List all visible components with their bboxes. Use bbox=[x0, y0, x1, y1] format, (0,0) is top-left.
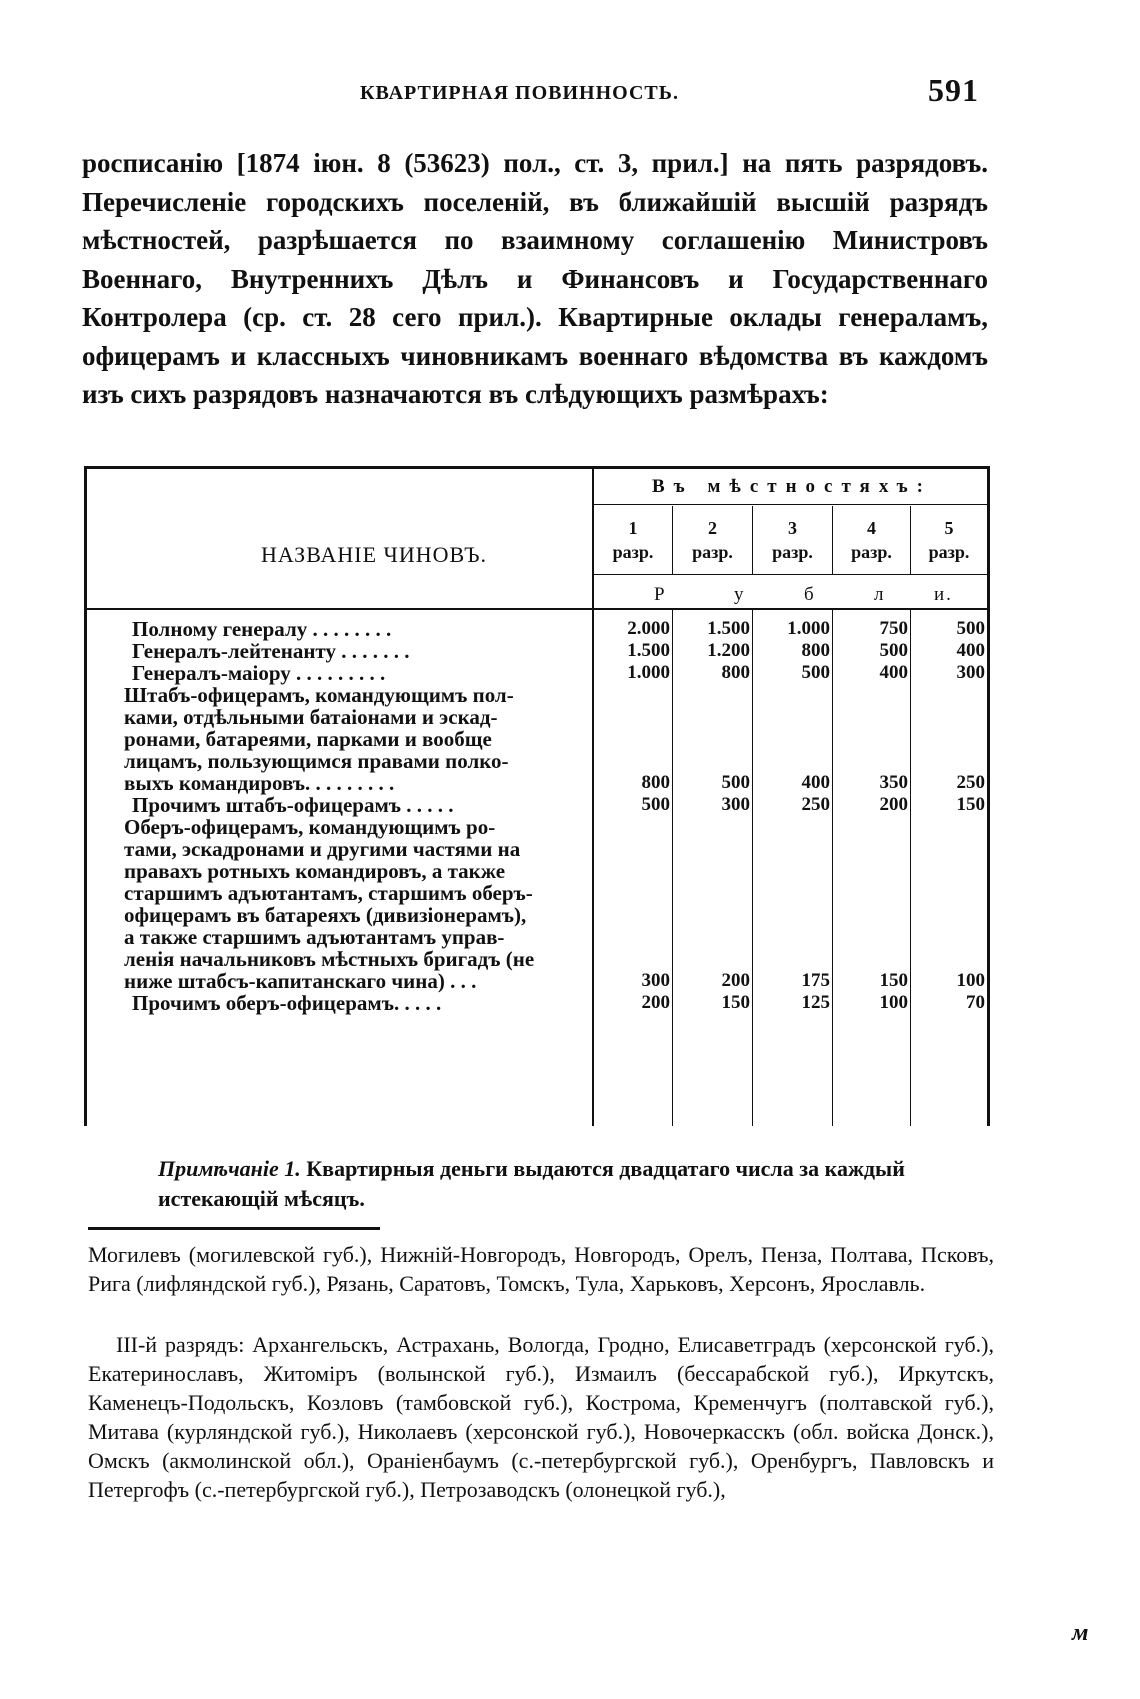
name-column-header: НАЗВАНІЕ ЧИНОВЪ. bbox=[260, 542, 488, 567]
rate-cell: 1.000 bbox=[627, 662, 670, 683]
rate-cell: 500 bbox=[721, 772, 750, 793]
header-rule-2 bbox=[594, 574, 990, 575]
footnote-paragraph-1: Могилевъ (могилевской губ.), Нижній-Новгородъ, Новгородъ, Орелъ, Пенза, Полтава, Псковъ, Рига (лифляндской губ.), Рязань, Саратовъ, Томскъ, Тула, Харьковъ, Херсонъ, Ярославль. bbox=[88, 1242, 994, 1296]
header-bottom-rule bbox=[84, 608, 990, 610]
rate-cell: 125 bbox=[801, 992, 830, 1013]
rate-cell: 200 bbox=[641, 992, 670, 1013]
currency-letter: у bbox=[734, 584, 746, 605]
footnote-paragraph-2: III-й разрядъ: Архангельскъ, Астрахань, Вологда, Гродно, Елисаветградъ (херсонской губ.), Екатеринославъ, Житоміръ (волынской губ.), Измаилъ (бессарабской губ.), Иркутскъ, Каменецъ-Подольскъ, Козловъ (тамбовской губ.), Кострома, Кременчугъ (полтавской губ.), Митава (курляндской губ.), Николаевъ (херсонской губ.), Новочеркасскъ (обл. войска Донск.), Омскъ (акмолинской обл.), Ораніенбаумъ (с.-петербургской губ.), Оренбургъ, Павловскъ и Петергофъ (с.-петербургской губ.), Петрозаводскъ (олонецкой губ.), bbox=[88, 1332, 994, 1502]
col-rule-4 bbox=[910, 610, 911, 1126]
column-header-1: 1 разр. bbox=[612, 518, 654, 562]
rate-cell: 1.500 bbox=[707, 618, 750, 639]
currency-letter: б bbox=[804, 584, 816, 605]
col-rule-1 bbox=[672, 610, 673, 1126]
running-title: КВАРТИРНАЯ ПОВИННОСТЬ. bbox=[360, 82, 679, 104]
rate-cell: 200 bbox=[879, 794, 908, 815]
row-label-line: Оберъ-офицерамъ, командующимъ ро- bbox=[124, 815, 496, 839]
note-label: Примѣчаніе 1. bbox=[158, 1156, 301, 1181]
rate-cell: 70 bbox=[966, 992, 985, 1013]
rate-cell: 150 bbox=[879, 970, 908, 991]
row-label-line: правахъ ротныхъ командировъ, а также bbox=[124, 859, 506, 883]
table-left-rule bbox=[84, 466, 87, 1126]
table-top-rule bbox=[84, 466, 990, 469]
rate-cell: 175 bbox=[801, 970, 830, 991]
col-rule-3 bbox=[832, 610, 833, 1126]
currency-letter: и. bbox=[934, 584, 953, 605]
column-header-5: 5 разр. bbox=[928, 518, 970, 562]
column-header-2: 2 разр. bbox=[692, 518, 733, 562]
rate-cell: 750 bbox=[879, 618, 908, 639]
rate-cell: 800 bbox=[641, 772, 670, 793]
quarters-allowance-table bbox=[84, 466, 990, 1126]
table-right-rule bbox=[987, 466, 990, 1126]
row-label-line: выхъ командировъ. . . . . . . . . bbox=[124, 771, 395, 795]
row-label-line: ниже штабсъ-капитанскаго чина) . . . bbox=[124, 969, 477, 993]
rate-cell: 1.500 bbox=[627, 640, 670, 661]
rate-cell: 300 bbox=[956, 662, 985, 683]
row-label-line: ленія начальниковъ мѣстныхъ бригадъ (не bbox=[124, 947, 535, 971]
rate-cell: 800 bbox=[721, 662, 750, 683]
rate-cell: 1.000 bbox=[787, 618, 830, 639]
row-label-line: Генералъ-маіору . . . . . . . . . bbox=[132, 661, 386, 685]
row-label-line: ками, отдѣльными батаіонами и эскад- bbox=[124, 705, 498, 729]
row-label-line: тами, эскадронами и другими частями на bbox=[124, 837, 521, 861]
rate-cell: 500 bbox=[956, 618, 985, 639]
places-header: Въ мѣстностяхъ: bbox=[651, 476, 933, 497]
rate-cell: 400 bbox=[879, 662, 908, 683]
rate-cell: 400 bbox=[801, 772, 830, 793]
row-label-line: Прочимъ оберъ-офицерамъ. . . . . bbox=[132, 991, 442, 1015]
col-rule-2 bbox=[752, 610, 753, 1126]
column-header-3: 3 разр. bbox=[772, 518, 813, 562]
rate-cell: 500 bbox=[641, 794, 670, 815]
note-text: Квартирныя деньги выдаются двадцатаго числа за каждый истекающій мѣсяцъ. bbox=[158, 1156, 905, 1211]
rate-cell: 250 bbox=[956, 772, 985, 793]
row-label-line: офицерамъ въ батареяхъ (дивизіонерамъ), bbox=[124, 903, 527, 927]
column-header-4: 4 разр. bbox=[851, 518, 892, 562]
row-label-line: старшимъ адъютантамъ, старшимъ оберъ- bbox=[124, 881, 533, 905]
body-paragraph: росписанію [1874 іюн. 8 (53623) пол., ст. 3, прил.] на пять разрядовъ. Перечисленіе городскихъ поселеній, въ ближайшій высшій разрядъ мѣстностей, разрѣшается по взаимному соглашенію Министровъ Военнаго, Внутреннихъ Дѣлъ и Финансовъ и Государственнаго Контролера (ср. ст. 28 сего прил.). Квартирные оклады генераламъ, офицерамъ и классныхъ чиновникамъ военнаго вѣдомства въ каждомъ изъ сихъ разрядовъ назначаются въ слѣдующихъ размѣрахъ: bbox=[82, 148, 988, 409]
row-label-line: Полному генералу . . . . . . . . bbox=[132, 617, 392, 641]
rate-cell: 100 bbox=[879, 992, 908, 1013]
row-label-line: Прочимъ штабъ-офицерамъ . . . . . bbox=[132, 793, 454, 817]
rate-cell: 150 bbox=[721, 992, 750, 1013]
row-label-line: лицамъ, пользующимся правами полко- bbox=[124, 749, 509, 773]
footnote-separator bbox=[88, 1227, 380, 1230]
rate-cell: 500 bbox=[801, 662, 830, 683]
rate-cell: 800 bbox=[801, 640, 830, 661]
rate-cell: 350 bbox=[879, 772, 908, 793]
row-label-line: а также старшимъ адъютантамъ управ- bbox=[124, 925, 505, 949]
rate-cell: 200 bbox=[721, 970, 750, 991]
rate-cell: 100 bbox=[956, 970, 985, 991]
rate-cell: 2.000 bbox=[627, 618, 670, 639]
rate-cell: 1.200 bbox=[707, 640, 750, 661]
rate-cell: 250 bbox=[801, 794, 830, 815]
rate-cell: 300 bbox=[721, 794, 750, 815]
header-rule-1 bbox=[594, 504, 990, 505]
corner-mark: м bbox=[1072, 1620, 1089, 1646]
page-number: 591 bbox=[928, 72, 979, 108]
row-label-line: Генералъ-лейтенанту . . . . . . . bbox=[132, 639, 410, 663]
row-label-line: ронами, батареями, парками и вообще bbox=[124, 727, 492, 751]
rate-cell: 150 bbox=[956, 794, 985, 815]
currency-letter: Р bbox=[654, 584, 667, 605]
rate-cell: 500 bbox=[879, 640, 908, 661]
rate-cell: 400 bbox=[956, 640, 985, 661]
currency-letter: л bbox=[874, 584, 886, 605]
rate-cell: 300 bbox=[641, 970, 670, 991]
table-note bbox=[158, 1154, 998, 1214]
row-label-line: Штабъ-офицерамъ, командующимъ пол- bbox=[124, 683, 514, 707]
